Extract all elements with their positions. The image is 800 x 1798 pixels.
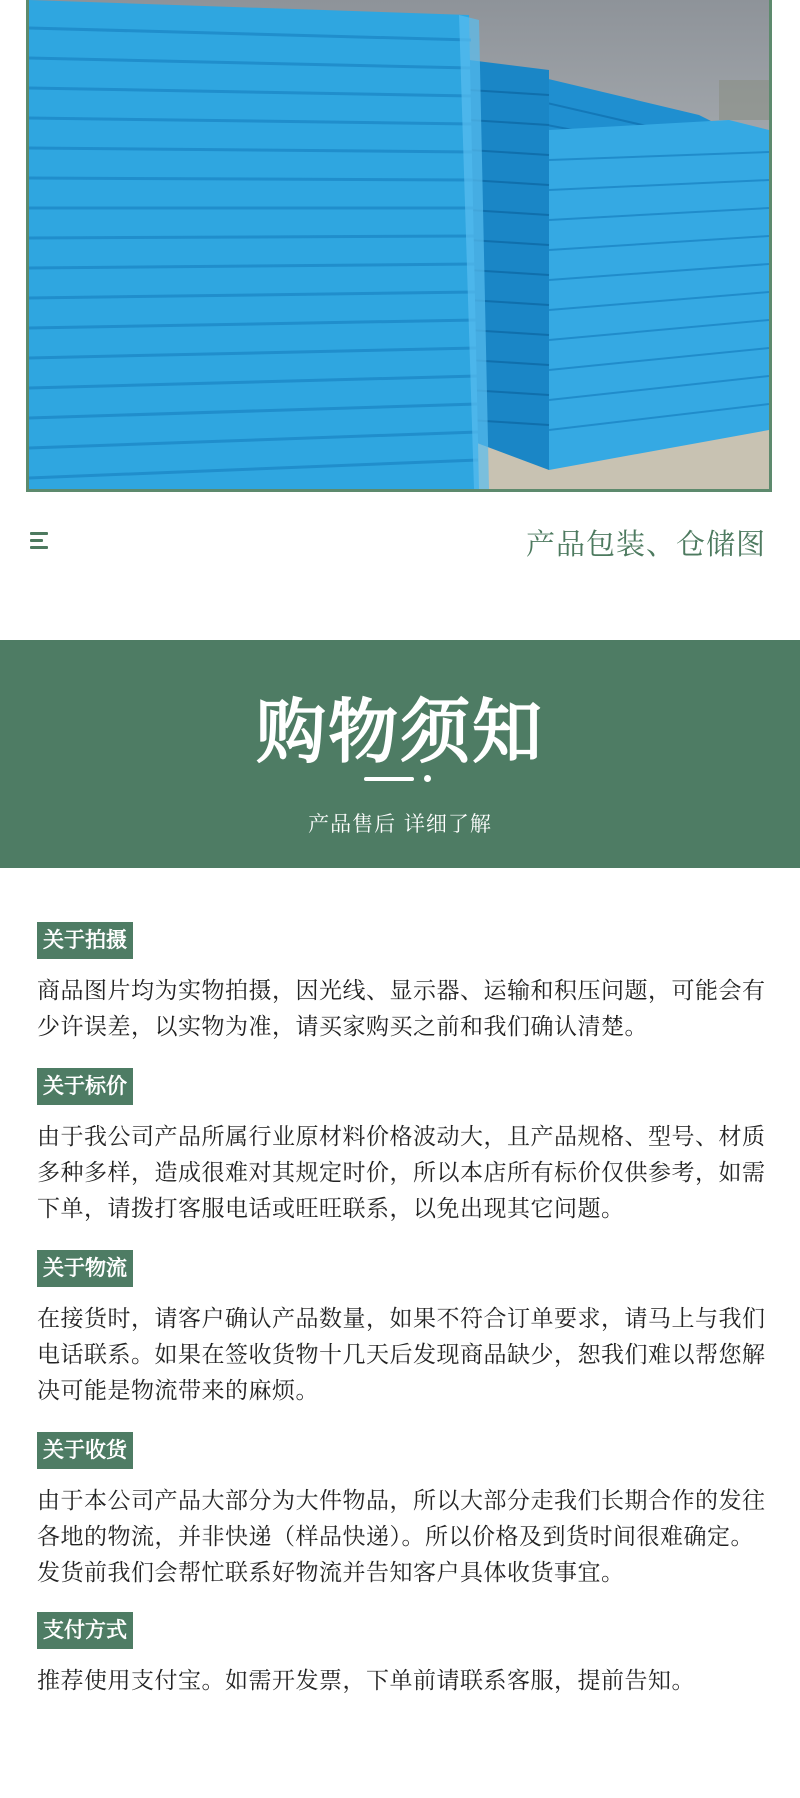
banner-divider	[364, 777, 414, 781]
section-logistics	[37, 1250, 767, 1409]
section-text: 推荐使用支付宝。如需开发票，下单前请联系客服，提前告知。	[37, 1668, 695, 1694]
section-payment	[37, 1612, 767, 1699]
menu-icon	[30, 532, 52, 550]
section-pricing	[37, 1068, 767, 1227]
product-photo	[26, 0, 772, 492]
foam-boards-illustration	[29, 0, 769, 489]
section-tag: 关于收货	[37, 1432, 133, 1469]
section-tag: 关于标价	[37, 1068, 133, 1105]
section-tag: 支付方式	[37, 1612, 133, 1649]
caption-row	[26, 510, 772, 574]
banner-subtitle: 产品售后 详细了解	[308, 812, 492, 836]
section-text: 由于我公司产品所属行业原材料价格波动大，且产品规格、型号、材质多种多样，造成很难对其规定时价，所以本店所有标价仅供参考，如需下单，请拨打客服电话或旺旺联系，以免出现其它问题。	[37, 1124, 766, 1222]
banner-divider-dot	[424, 775, 431, 782]
section-photography	[37, 922, 767, 1045]
shopping-notice-banner	[0, 640, 800, 868]
section-receiving	[37, 1432, 767, 1591]
section-tag: 关于物流	[37, 1250, 133, 1287]
section-tag: 关于拍摄	[37, 922, 133, 959]
section-text: 由于本公司产品大部分为大件物品，所以大部分走我们长期合作的发往各地的物流，并非快递（样品快递）。所以价格及到货时间很难确定。发货前我们会帮忙联系好物流并告知客户具体收货事宜。	[37, 1488, 766, 1586]
caption-title: 产品包装、仓储图	[525, 527, 766, 561]
section-text: 在接货时，请客户确认产品数量，如果不符合订单要求，请马上与我们电话联系。如果在签收货物十几天后发现商品缺少，恕我们难以帮您解决可能是物流带来的麻烦。	[37, 1306, 766, 1404]
banner-title: 购物须知	[256, 691, 544, 773]
section-text: 商品图片均为实物拍摄，因光线、显示器、运输和积压问题，可能会有少许误差，以实物为准，请买家购买之前和我们确认清楚。	[37, 978, 766, 1040]
